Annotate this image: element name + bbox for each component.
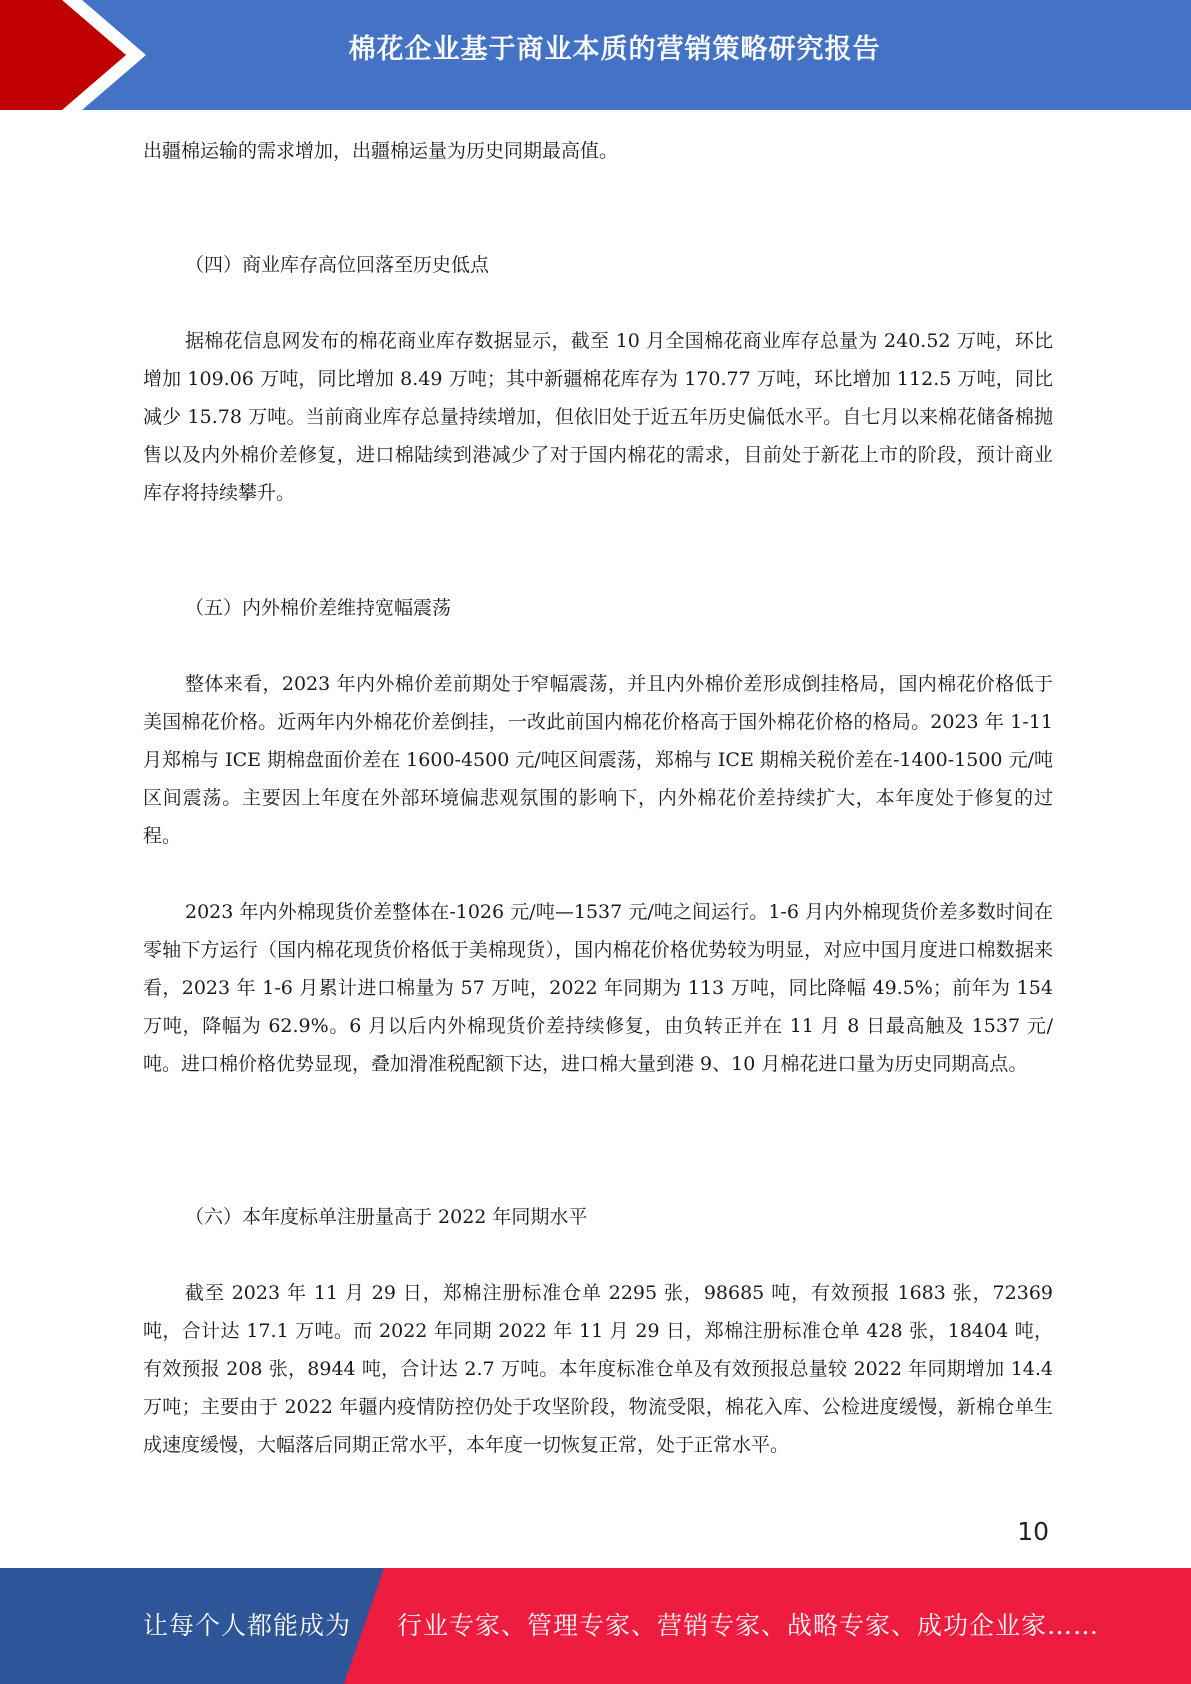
report-title: 棉花企业基于商业本质的营销策略研究报告 (348, 34, 881, 65)
section-heading-5: （五）内外棉价差维持宽幅震荡 (185, 597, 452, 619)
paragraph-continuation: 出疆棉运输的需求增加，出疆棉运量为历史同期最高值。 (143, 140, 619, 162)
footer-banner (0, 1568, 1191, 1684)
paragraph-warehouse-receipts: 截至 2023 年 11 月 29 日，郑棉注册标准仓单 2295 张，98685 吨，有效预报 1683 张，72369 吨，合计达 17.1 万吨。而 2022 年同期 2022 年 11 月 29 日，郑棉注册标准仓单 428 张，18404 吨，有效预报 208 张，8944 吨，合计达 2.7 万吨。本年度标准仓单及有效预报总量较 2022 年同期增加 14.4 万吨；主要由于 2022 年疆内疫情防控仍处于攻坚阶段，物流受限，棉花入库、公检进度缓慢，新棉仓单生成速度缓慢，大幅落后同期正常水平，本年度一切恢复正常，处于正常水平。 (143, 1282, 1053, 1456)
section-heading-4: （四）商业库存高位回落至历史低点 (185, 254, 490, 276)
paragraph-commercial-inventory: 据棉花信息网发布的棉花商业库存数据显示，截至 10 月全国棉花商业库存总量为 240.52 万吨，环比增加 109.06 万吨，同比增加 8.49 万吨；其中新疆棉花库存为 170.77 万吨，环比增加 112.5 万吨，同比减少 15.78 万吨。当前商业库存总量持续增加，但依旧处于近五年历史偏低水平。自七月以来棉花储备棉抛售以及内外棉价差修复，进口棉陆续到港减少了对于国内棉花的需求，目前处于新花上市的阶段，预计商业库存将持续攀升。 (143, 330, 1053, 504)
header-banner (0, 0, 1191, 110)
paragraph-spot-price-spread: 2023 年内外棉现货价差整体在-1026 元/吨—1537 元/吨之间运行。1-6 月内外棉现货价差多数时间在零轴下方运行（国内棉花现货价格低于美棉现货），国内棉花价格优势较为明显，对应中国月度进口棉数据来看，2023 年 1-6 月累计进口棉量为 57 万吨，2022 年同期为 113 万吨，同比降幅 49.5%；前年为 154 万吨，降幅为 62.9%。6 月以后内外棉现货价差持续修复，由负转正并在 11 月 8 日最高触及 1537 元/吨。进口棉价格优势显现，叠加滑准税配额下达，进口棉大量到港 9、10 月棉花进口量为历史同期高点。 (143, 901, 1053, 1075)
paragraph-price-spread-overview: 整体来看，2023 年内外棉价差前期处于窄幅震荡，并且内外棉价差形成倒挂格局，国内棉花价格低于美国棉花价格。近两年内外棉花价差倒挂，一改此前国内棉花价格高于国外棉花价格的格局。2023 年 1-11 月郑棉与 ICE 期棉盘面价差在 1600-4500 元/吨区间震荡，郑棉与 ICE 期棉关税价差在-1400-1500 元/吨区间震荡。主要因上年度在外部环境偏悲观氛围的影响下，内外棉花价差持续扩大，本年度处于修复的过程。 (143, 673, 1053, 847)
section-heading-6: （六）本年度标单注册量高于 2022 年同期水平 (185, 1206, 588, 1228)
footer-slogan-left: 让每个人都能成为 (143, 1611, 352, 1640)
footer-slogan-right: 行业专家、管理专家、营销专家、战略专家、成功企业家…… (397, 1611, 1100, 1640)
page-number: 10 (1017, 1517, 1049, 1546)
